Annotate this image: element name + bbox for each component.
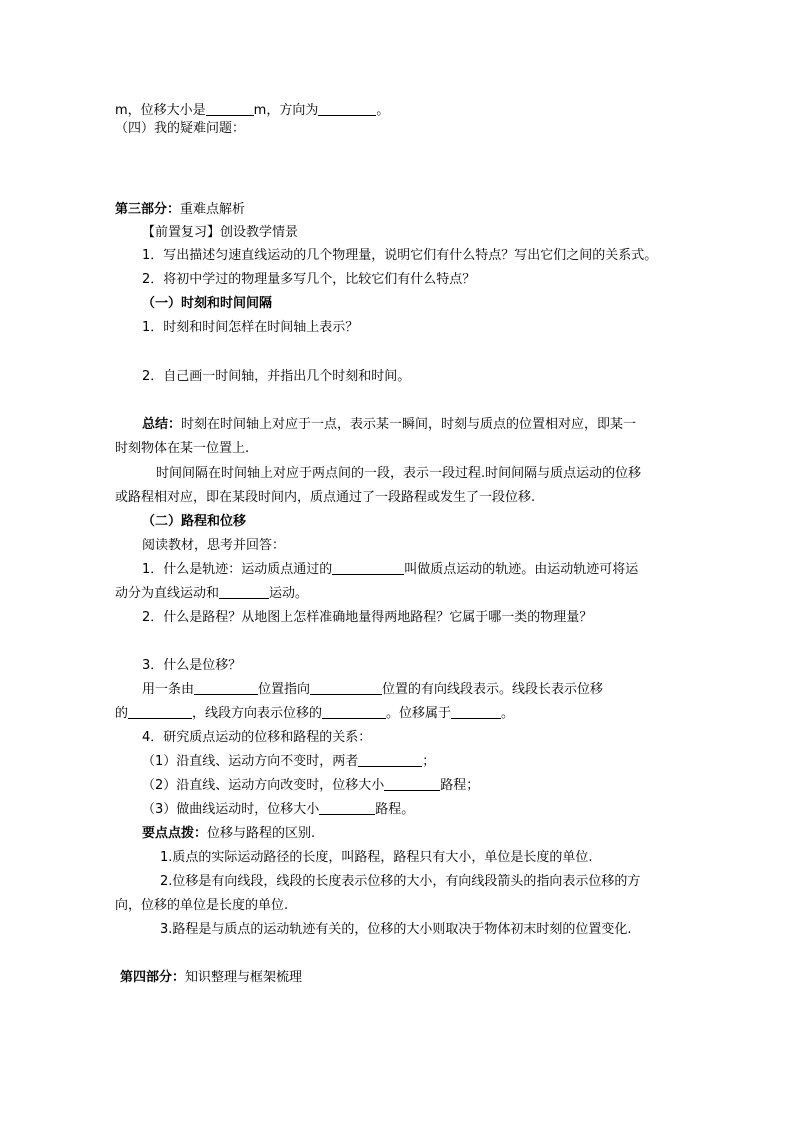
blank-magnitude[interactable]	[128, 706, 192, 719]
summary-line-1: 总结：时刻在时间轴上对应于一点，表示某一瞬间，时刻与质点的位置相对应，即某一	[142, 417, 637, 432]
path-q1-line1: 1．什么是轨迹：运动质点通过的 叫做质点运动的轨迹。由运动轨迹可将运	[142, 562, 639, 577]
blank-trajectory[interactable]	[332, 562, 404, 575]
path-q4-case3: （3）做曲线运动时，位移大小 路程。	[142, 802, 415, 817]
summary-line-4: 或路程相对应，即在某段时间内，质点通过了一段路程或发生了一段位移.	[115, 490, 536, 505]
section-path-title: （二）路程和位移	[142, 514, 247, 529]
path-q2: 2．什么是路程？从地图上怎样准确地量得两地路程？它属于哪一类的物理量？	[142, 610, 593, 625]
blank-case2[interactable]	[384, 778, 440, 791]
key-point-1: 1.质点的实际运动路径的长度，叫路程，路程只有大小，单位是长度的单位.	[160, 850, 593, 865]
section-path-intro: 阅读教材，思考并回答：	[142, 538, 286, 553]
question-2: 2．将初中学过的物理量多写几个，比较它们有什么特点？	[142, 272, 476, 287]
blank-direction-of-displacement[interactable]	[322, 706, 386, 719]
preview-heading: 【前置复习】创设教学情景	[142, 225, 299, 240]
summary-line-2: 时刻物体在某一位置上.	[115, 441, 250, 456]
blank-displacement-size[interactable]	[206, 103, 254, 116]
blank-final-position[interactable]	[310, 682, 382, 695]
path-q1-line2: 动分为直线运动和 运动。	[115, 586, 309, 601]
blank-direction[interactable]	[318, 103, 376, 116]
path-q3-line1: 用一条由 位置指向 位置的有向线段表示。线段长表示位移	[142, 682, 604, 697]
blank-quantity-type[interactable]	[451, 706, 501, 719]
question-1: 1．写出描述匀速直线运动的几个物理量，说明它们有什么特点？写出它们之间的关系式。	[142, 248, 658, 263]
path-q4-case1: （1）沿直线、运动方向不变时，两者 ；	[142, 754, 436, 769]
blank-initial-position[interactable]	[194, 682, 258, 695]
fill-line-displacement: m，位移大小是 m，方向为 。	[115, 103, 390, 118]
part3-heading: 第三部分：重难点解析	[115, 202, 246, 217]
path-q3-line2: 的 ，线段方向表示位移的 。位移属于 。	[115, 706, 515, 721]
path-q4-case2: （2）沿直线、运动方向改变时，位移大小 路程；	[142, 778, 480, 793]
blank-case1[interactable]	[358, 754, 422, 767]
section-time-title: （一）时刻和时间间隔	[142, 296, 273, 311]
path-q4: 4．研究质点运动的位移和路程的关系：	[142, 730, 372, 745]
path-q3: 3．什么是位移？	[142, 658, 242, 673]
blank-case3[interactable]	[319, 802, 375, 815]
key-point-2-line1: 2.位移是有向线段，线段的长度表示位移的大小，有向线段箭头的指向表示位移的方	[160, 874, 641, 889]
part4-heading: 第四部分：知识整理与框架梳理	[120, 970, 303, 985]
my-questions-heading: （四）我的疑难问题：	[115, 121, 246, 136]
blank-curve-motion[interactable]	[219, 586, 269, 599]
section-time-q1: 1．时刻和时间怎样在时间轴上表示？	[142, 320, 359, 335]
section-time-q2: 2．自己画一时间轴，并指出几个时刻和时间。	[142, 369, 411, 384]
key-points-heading: 要点点拨：位移与路程的区别.	[142, 826, 316, 841]
key-point-3: 3.路程是与质点的运动轨迹有关的，位移的大小则取决于物体初末时刻的位置变化.	[160, 922, 632, 937]
summary-line-3: 时间间隔在时间轴上对应于两点间的一段，表示一段过程.时间间隔与质点运动的位移	[156, 466, 642, 481]
key-point-2-line2: 向，位移的单位是长度的单位.	[115, 898, 289, 913]
